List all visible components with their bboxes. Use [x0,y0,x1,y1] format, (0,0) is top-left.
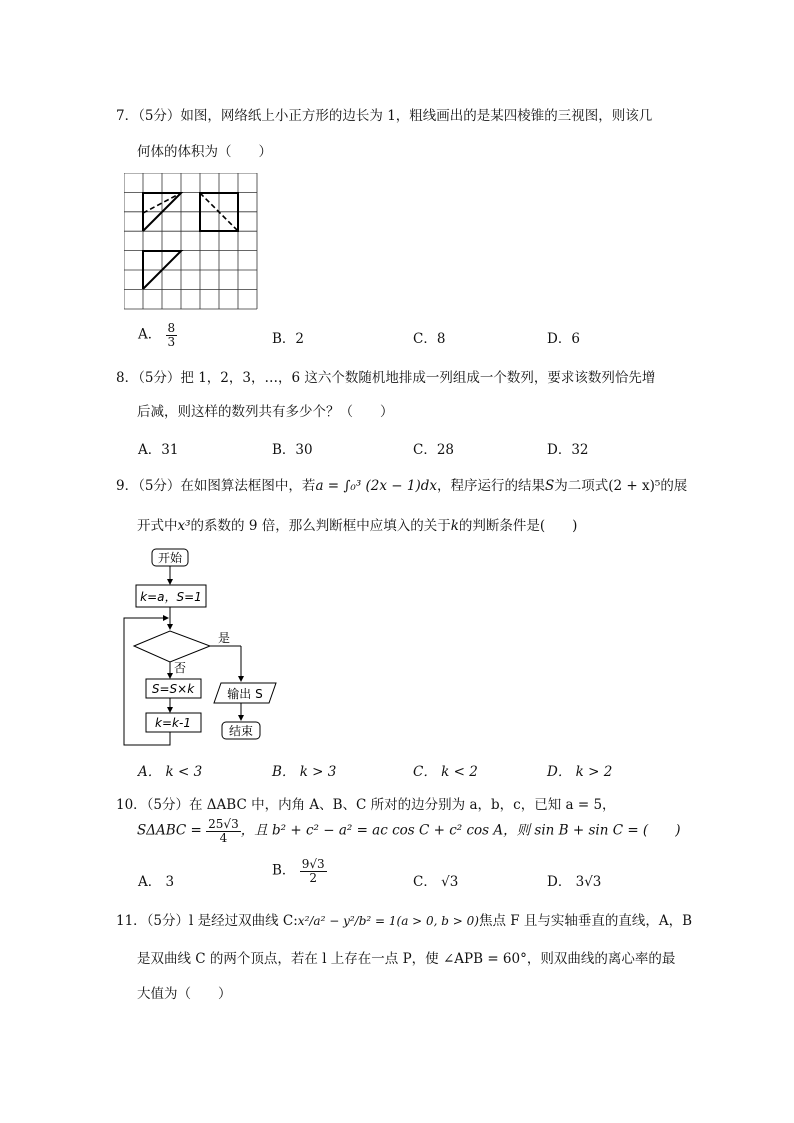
q8-option-d[interactable]: D．32 [547,442,589,458]
q7-option-d[interactable]: D．6 [547,331,580,347]
q10-option-b-numerator: 9√3 [301,857,325,871]
q10-option-b-label: B． [272,862,296,879]
q7-option-a-fraction [166,322,178,348]
q10-area-symbol: SΔABC = [137,822,202,839]
q9-text: ，程序运行的结果 [437,478,546,494]
flow-decrement-label: k=k-1 [155,716,191,730]
q9-text: 为二项式 [554,478,609,494]
q7-option-a-numerator: 8 [167,321,176,335]
q11-stem-line1 [116,909,692,929]
flowchart-figure [118,546,288,748]
flow-init-label: k=a，S=1 [140,590,202,604]
q9-x-cubed: x³ [177,518,191,534]
q7-stem-line2: 何体的体积为（ ） [137,144,272,160]
flow-end-label: 结束 [228,724,254,738]
flow-start-label: 开始 [157,551,183,565]
q8-stem-line2: 后减，则这样的数列共有多少个？（ ） [137,404,394,420]
q8-option-a[interactable]: A．31 [138,442,179,458]
q11-text: 11．（5分）l 是经过双曲线 C: [116,913,298,929]
q9-var-k: k [450,518,459,534]
q10-area-fraction [206,818,241,844]
q10-area-denominator: 4 [219,830,228,845]
q10-option-c[interactable]: C． √3 [413,874,459,890]
q10-condition: ，且 b² + c² − a² = ac cos C + c² cos A，则 sin B + sin C = ( ) [240,822,681,839]
q9-text: 开式中 [137,518,178,534]
q7-option-a-label: A． [138,326,162,343]
q9-text: 的判断条件是( ) [458,518,578,534]
q9-text: 的展 [660,478,688,494]
q7-stem-line1: 7．（5分）如图，网络纸上小正方形的边长为 1，粗线画出的是某四棱锥的三视图，则该几 [116,108,653,124]
q9-var-s: S [545,478,555,494]
three-view-grid-figure [124,173,260,311]
q9-text: 的系数的 9 倍，那么判断框中应填入的关于 [190,518,451,534]
q10-option-b-denominator: 2 [309,870,317,885]
q8-stem-line1: 8．（5分）把 1，2，3，…，6 这六个数随机地排成一列组成一个数列，要求该数列恰先增 [116,370,656,386]
flow-no-label: 否 [174,661,187,675]
q9-option-b[interactable]: B． k > 3 [272,764,337,780]
q9-integral-formula: a = ∫₀³ (2x − 1)dx [315,478,438,494]
flow-output-label: 输出 S [227,687,263,701]
q7-option-a-denominator: 3 [167,334,176,349]
q10-option-d[interactable]: D． 3√3 [547,874,602,890]
q10-stem-line2 [137,818,680,844]
q10-option-b-fraction [300,858,327,884]
q9-binomial: (2 + x)⁵ [608,478,661,494]
q9-stem-line2 [137,514,577,534]
q10-area-numerator: 25√3 [208,817,239,831]
flow-body-label: S=S×k [151,682,195,696]
q11-text: 焦点 F 且与实轴垂直的直线，A，B [478,913,693,929]
q7-option-c[interactable]: C．8 [413,331,446,347]
q9-option-c[interactable]: C． k < 2 [413,764,478,780]
q9-option-a[interactable]: A． k < 3 [138,764,203,780]
q11-stem-line3: 大值为（ ） [137,986,232,1002]
q9-option-d[interactable]: D． k > 2 [547,764,613,780]
q7-option-b[interactable]: B．2 [272,331,305,347]
q9-text: 9．（5分）在如图算法框图中，若 [116,478,316,494]
q10-stem-line1: 10．（5分）在 ΔABC 中，内角 A、B、C 所对的边分别为 a，b，c，已知 a = 5， [116,797,616,813]
q7-option-a[interactable] [138,322,177,348]
q10-option-a[interactable]: A． 3 [138,874,175,890]
flow-decision-diamond [134,631,210,662]
flow-yes-label: 是 [218,631,231,645]
q8-option-c[interactable]: C．28 [413,442,455,458]
q11-hyperbola-formula: x²/a² − y²/b² = 1(a > 0, b > 0) [297,914,479,928]
q8-option-b[interactable]: B．30 [272,442,313,458]
q10-option-b[interactable] [272,858,327,884]
q9-stem-line1 [116,474,687,494]
q11-stem-line2: 是双曲线 C 的两个顶点，若在 l 上存在一点 P，使 ∠APB = 60°，则双曲线的离心率的最 [137,951,676,967]
